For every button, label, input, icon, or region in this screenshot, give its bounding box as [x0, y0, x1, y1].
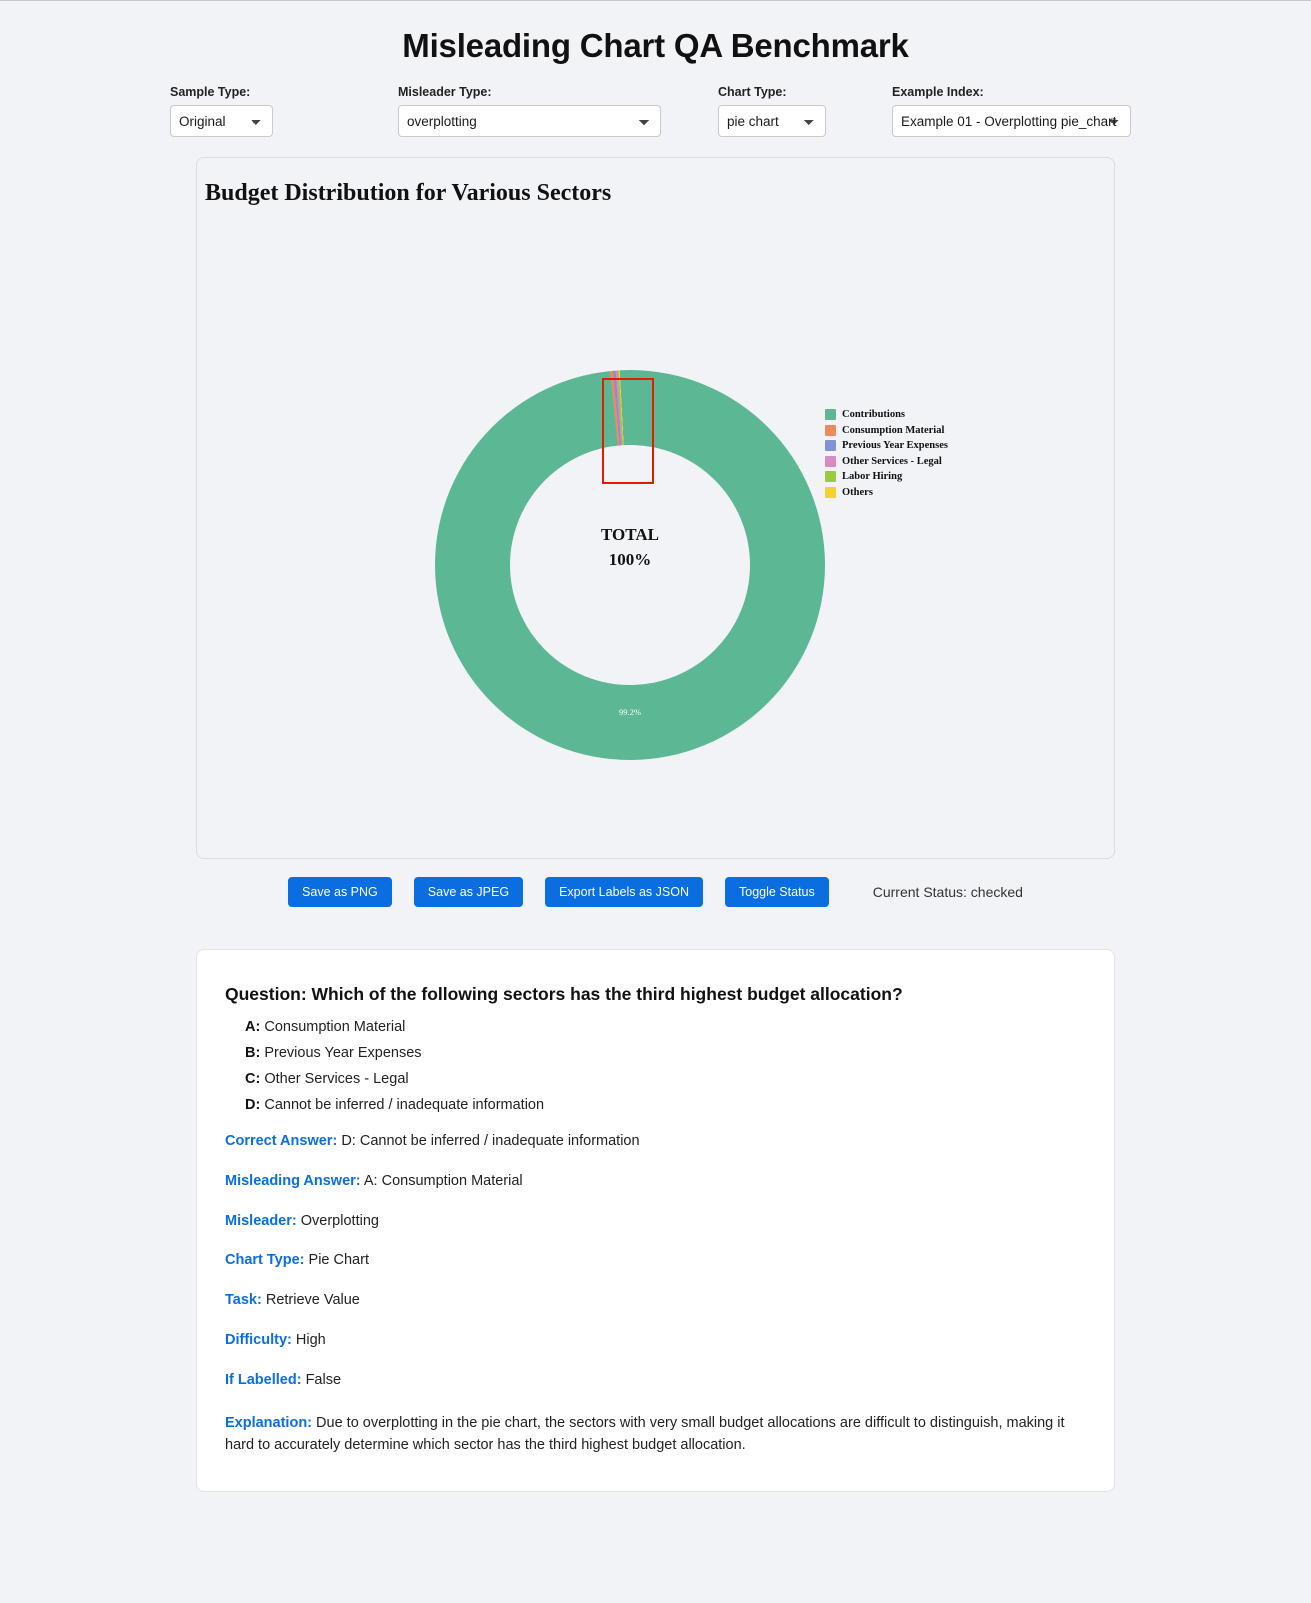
option-d-text: Cannot be inferred / inadequate information — [264, 1097, 545, 1113]
legend-item-label: Other Services - Legal — [842, 455, 942, 467]
correct-answer-value: D: Cannot be inferred / inadequate information — [341, 1133, 640, 1149]
sample-type-select[interactable] — [170, 105, 273, 137]
slice-percent-label: 99.2% — [619, 707, 641, 717]
if-labelled-row — [225, 1370, 1086, 1392]
task-label: Task: — [225, 1292, 262, 1308]
if-labelled-value: False — [305, 1371, 342, 1388]
legend-item-label: Previous Year Expenses — [842, 440, 948, 451]
chart-type-meta-value: Pie Chart — [308, 1252, 369, 1269]
legend-item[interactable] — [825, 456, 948, 467]
chart-type-row — [225, 1250, 1086, 1272]
difficulty-label: Difficulty: — [225, 1331, 292, 1348]
question-text: Question: Which of the following sectors has the third highest budget allocation? — [225, 984, 903, 1004]
misleader-value: Overplotting — [300, 1212, 379, 1229]
option-c[interactable] — [245, 1071, 1086, 1087]
control-sample-type — [170, 85, 273, 137]
sample-type-label: Sample Type: — [170, 85, 251, 99]
donut-center-label — [435, 523, 825, 572]
controls-bar — [0, 85, 1311, 137]
difficulty-value: High — [295, 1331, 326, 1348]
legend-item-label: Labor Hiring — [842, 471, 903, 482]
legend-swatch-icon — [825, 425, 836, 436]
chart-card — [196, 157, 1115, 859]
task-value: Retrieve Value — [265, 1292, 360, 1308]
misleader-row — [225, 1211, 1086, 1233]
misleader-label: Misleader: — [225, 1212, 297, 1229]
if-labelled-label: If Labelled: — [225, 1371, 302, 1388]
legend-item[interactable] — [825, 471, 948, 482]
option-c-key: C: — [245, 1071, 261, 1087]
qa-card — [196, 949, 1115, 1492]
chart-type-select[interactable] — [718, 105, 826, 137]
correct-answer-row — [225, 1131, 1086, 1153]
legend-item[interactable] — [825, 487, 948, 498]
option-d[interactable] — [245, 1097, 1086, 1113]
save-png-button[interactable]: Save as PNG — [288, 877, 392, 907]
control-misleader-type — [398, 85, 661, 137]
example-index-label: Example Index: — [892, 85, 984, 99]
toggle-status-button[interactable]: Toggle Status — [725, 877, 829, 907]
legend-item-label: Contributions — [842, 409, 906, 420]
legend-swatch-icon — [825, 456, 836, 467]
option-a[interactable] — [245, 1019, 1086, 1035]
explanation-row — [225, 1413, 1086, 1457]
task-row — [225, 1290, 1086, 1312]
misleading-answer-row — [225, 1171, 1086, 1193]
explanation-value: Due to overplotting in the pie chart, the sectors with very small budget allocations are difficult to distinguish, making it hard to accurately determine which sector has the third highest budget allocation. — [225, 1415, 1065, 1453]
chart-area — [197, 207, 1114, 807]
option-b-text: Previous Year Expenses — [264, 1045, 422, 1061]
export-labels-json-button[interactable]: Export Labels as JSON — [545, 877, 703, 907]
donut-total-value: 100% — [608, 549, 652, 569]
legend-swatch-icon — [825, 487, 836, 498]
difficulty-row — [225, 1330, 1086, 1352]
legend-item-label: Others — [842, 486, 873, 498]
page-title: Misleading Chart QA Benchmark — [402, 27, 909, 64]
action-bar — [0, 877, 1311, 907]
misleading-answer-value: A: Consumption Material — [363, 1172, 523, 1189]
current-status-text: Current Status: checked — [872, 884, 1023, 900]
legend-item-label: Consumption Material — [842, 424, 945, 436]
legend-swatch-icon — [825, 409, 836, 420]
misleading-answer-label: Misleading Answer: — [225, 1172, 361, 1189]
chart-type-meta-label: Chart Type: — [225, 1252, 305, 1269]
explanation-label: Explanation: — [225, 1415, 313, 1432]
legend-swatch-icon — [825, 471, 836, 482]
option-d-key: D: — [245, 1097, 261, 1113]
example-index-select[interactable] — [892, 105, 1131, 137]
donut-total-label: TOTAL — [601, 525, 659, 544]
legend-item[interactable] — [825, 425, 948, 436]
option-a-key: A: — [245, 1019, 261, 1035]
option-b-key: B: — [245, 1045, 261, 1061]
legend-item[interactable] — [825, 440, 948, 451]
option-c-text: Other Services - Legal — [264, 1071, 409, 1087]
chart-legend — [825, 409, 948, 498]
control-example-index — [892, 85, 1131, 137]
control-chart-type — [718, 85, 826, 137]
highlight-box-annotation — [602, 378, 654, 484]
chart-title: Budget Distribution for Various Sectors — [205, 180, 612, 206]
misleader-type-select[interactable] — [398, 105, 661, 137]
legend-item[interactable] — [825, 409, 948, 420]
legend-swatch-icon — [825, 440, 836, 451]
save-jpeg-button[interactable]: Save as JPEG — [414, 877, 523, 907]
option-b[interactable] — [245, 1045, 1086, 1061]
correct-answer-label: Correct Answer: — [225, 1133, 338, 1149]
chart-type-label: Chart Type: — [718, 85, 787, 99]
misleader-type-label: Misleader Type: — [398, 85, 492, 99]
option-a-text: Consumption Material — [264, 1019, 406, 1035]
